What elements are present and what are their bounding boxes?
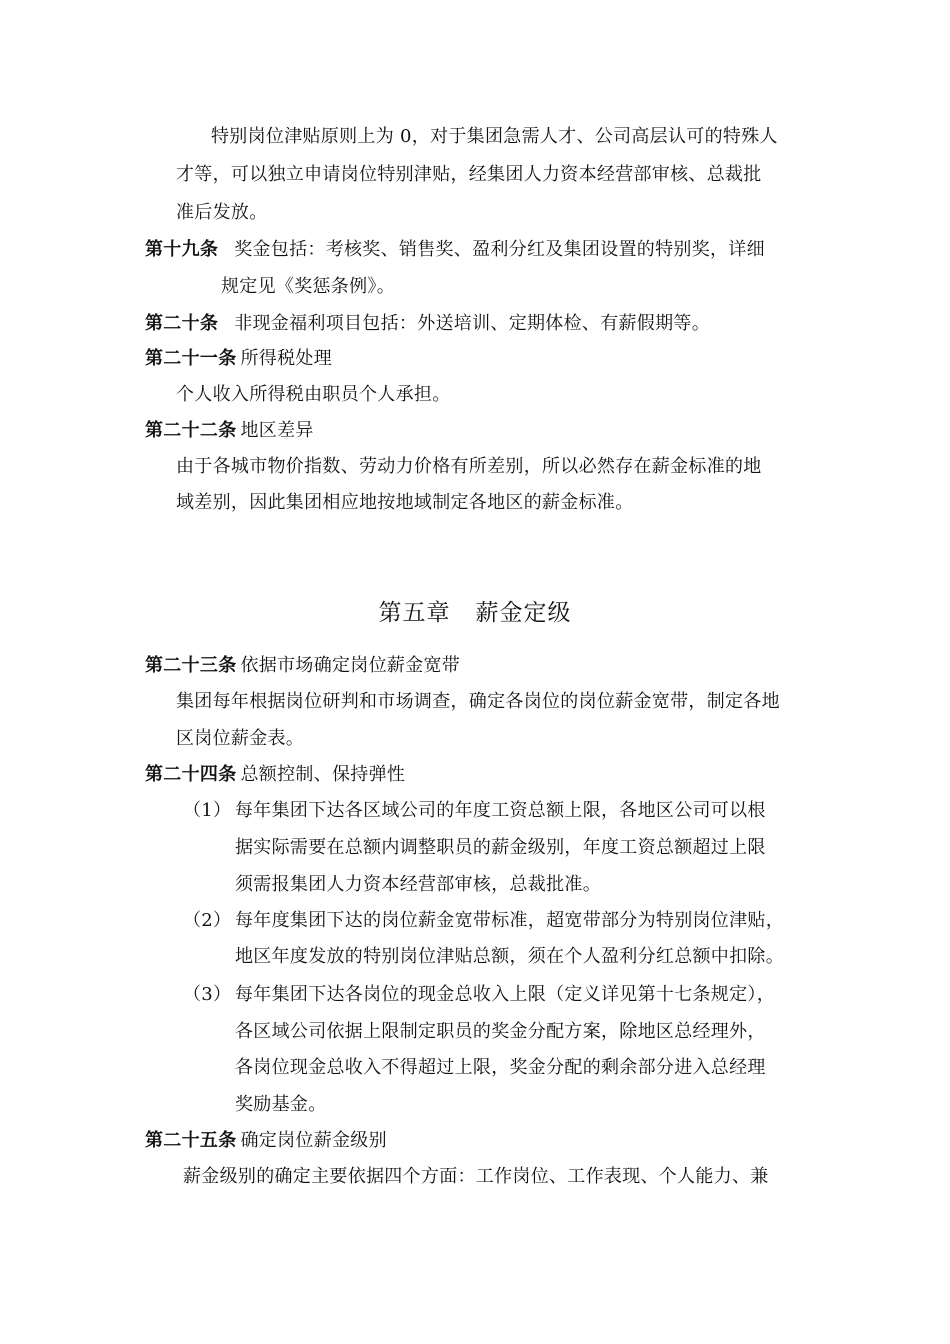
chapter-title: 第五章 薪金定级 — [378, 600, 572, 626]
article-22-body-line: 域差别，因此集团相应地按地域制定各地区的薪金标准。 — [176, 492, 634, 513]
paragraph-line: 准后发放。 — [176, 202, 268, 223]
list-item-line: 奖励基金。 — [235, 1094, 327, 1115]
article-19-label: 第十九条 — [145, 239, 219, 260]
list-item-line: 各区域公司依据上限制定职员的奖金分配方案，除地区总经理外， — [235, 1021, 766, 1042]
article-19-text: 奖金包括：考核奖、销售奖、盈利分红及集团设置的特别奖，详细 — [234, 239, 765, 260]
paragraph-line: 特别岗位津贴原则上为 0，对于集团急需人才、公司高层认可的特殊人 — [211, 126, 778, 147]
article-19-line — [145, 238, 765, 262]
list-item-line: 须需报集团人力资本经营部审核，总裁批准。 — [235, 874, 601, 895]
list-item-line: 每年集团下达各区域公司的年度工资总额上限，各地区公司可以根 — [235, 800, 766, 821]
article-22-body-line: 由于各城市物价指数、劳动力价格有所差别，所以必然存在薪金标准的地 — [176, 456, 762, 477]
list-item-line: 据实际需要在总额内调整职员的薪金级别，年度工资总额超过上限 — [235, 837, 766, 858]
article-20-line — [145, 312, 710, 336]
article-22-heading — [145, 419, 314, 443]
article-24-heading — [145, 763, 405, 787]
article-20-text: 非现金福利项目包括：外送培训、定期体检、有薪假期等。 — [234, 313, 711, 334]
article-23-title: 依据市场确定岗位薪金宽带 — [240, 655, 461, 676]
article-21-label: 第二十一条 — [145, 348, 237, 369]
list-item-line: 每年集团下达各岗位的现金总收入上限（定义详见第十七条规定）， — [235, 984, 775, 1005]
article-22-title: 地区差异 — [240, 420, 314, 441]
list-item-number: （2） — [183, 910, 232, 931]
article-25-heading — [145, 1129, 387, 1153]
article-25-title: 确定岗位薪金级别 — [240, 1130, 387, 1151]
article-25-label: 第二十五条 — [145, 1130, 237, 1151]
list-item-number: （1） — [183, 800, 232, 821]
list-item-number: （3） — [183, 984, 232, 1005]
article-22-label: 第二十二条 — [145, 420, 237, 441]
article-23-heading — [145, 654, 460, 678]
list-item-line: 各岗位现金总收入不得超过上限，奖金分配的剩余部分进入总经理 — [235, 1057, 766, 1078]
article-24-label: 第二十四条 — [145, 764, 237, 785]
article-21-body: 个人收入所得税由职员个人承担。 — [176, 384, 451, 405]
article-25-body: 薪金级别的确定主要依据四个方面：工作岗位、工作表现、个人能力、兼 — [183, 1166, 769, 1187]
article-24-title: 总额控制、保持弹性 — [240, 764, 406, 785]
list-item-line: 每年度集团下达的岗位薪金宽带标准，超宽带部分为特别岗位津贴， — [235, 910, 784, 931]
article-19-continuation: 规定见《奖惩条例》。 — [221, 276, 395, 297]
list-item-line: 地区年度发放的特别岗位津贴总额，须在个人盈利分红总额中扣除。 — [235, 946, 784, 967]
paragraph-line: 才等，可以独立申请岗位特别津贴，经集团人力资本经营部审核、总裁批 — [176, 164, 762, 185]
article-20-label: 第二十条 — [145, 313, 219, 334]
article-23-body-line: 集团每年根据岗位研判和市场调查，确定各岗位的岗位薪金宽带，制定各地 — [176, 691, 780, 712]
article-21-heading — [145, 347, 332, 371]
article-23-label: 第二十三条 — [145, 655, 237, 676]
article-23-body-line: 区岗位薪金表。 — [176, 728, 305, 749]
article-21-title: 所得税处理 — [240, 348, 332, 369]
